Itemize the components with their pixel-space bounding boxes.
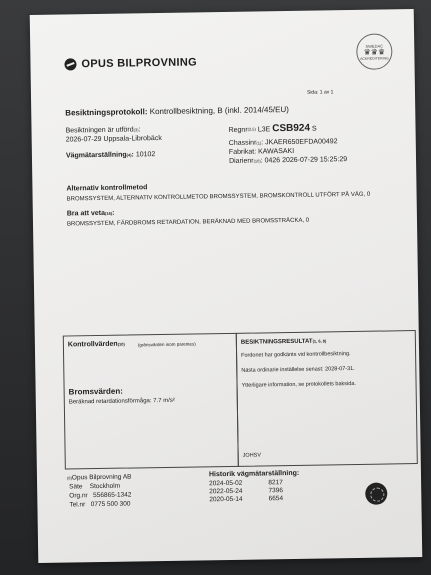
- company-name-text: Opus Bilprovning AB: [71, 473, 132, 482]
- history-date: 2024-05-02: [209, 479, 243, 488]
- org-value: 556865-1342: [93, 491, 132, 500]
- regnr-row: Regnr$^{(2,5)}$ L3E CSB924 S: [228, 122, 317, 135]
- history-value: 8217: [268, 479, 283, 487]
- seal-top-text: SWEDAC: [365, 43, 384, 49]
- company-name: $^{(8)}$Opus Bilprovning AB: [66, 473, 132, 482]
- result-title-label: BESIKTNINGSRESULTAT: [240, 338, 313, 346]
- odometer-label: Vägmätarställning: [65, 151, 127, 160]
- page-total: 1: [330, 89, 334, 96]
- good-to-know-label: Bra att veta: [66, 209, 106, 218]
- swedac-seal: [356, 33, 393, 70]
- opus-logo-icon: [64, 58, 76, 70]
- performed-label-text: Besiktningen är utförd: [65, 126, 134, 135]
- alt-method-title: Alternativ kontrollmetod: [66, 184, 148, 193]
- result-title: BESIKTNINGSRESULTAT$^{(1, 6, 8)}$: [240, 338, 327, 346]
- odometer-value: 10102: [135, 151, 156, 159]
- page-indicator: [307, 88, 334, 96]
- brake-values-title: Bromsvärden:: [68, 386, 123, 397]
- history-value: 6654: [268, 495, 284, 503]
- control-values-note: (gränsvärden inom parentes): [137, 341, 196, 348]
- seat-label: Säte: [69, 483, 83, 491]
- regnr-label: Regnr: [228, 126, 248, 134]
- page-label: Sida:: [306, 89, 319, 96]
- protocol-subtitle: Kontrollbesiktning, B (inkl. 2014/45/EU): [149, 104, 289, 117]
- diary-row: Diarienr$^{(10)}$: 0426 2026-07-29 15:25:29: [228, 156, 348, 165]
- history-date: 2022-05-24: [209, 487, 243, 496]
- signature: JOHSV: [242, 452, 262, 459]
- chassis-value: JKAER650EFDA00492: [265, 138, 338, 147]
- certification-mark-icon: [365, 482, 387, 504]
- page-of: av: [323, 89, 330, 96]
- good-to-know-title: Bra att veta$^{(16)}$:: [66, 209, 115, 218]
- history-date: 2020-05-14: [209, 495, 243, 504]
- odometer: Vägmätarställning$^{(4)}$: 10102: [65, 151, 156, 160]
- result-line-3: Ytterligare information, se protokollets baksida.: [241, 380, 356, 389]
- control-values-box: [63, 333, 239, 470]
- control-values-title: Kontrollvärden$^{(10)}$: [67, 340, 125, 349]
- regnr-value: CSB924: [272, 122, 311, 135]
- history-list: [209, 479, 283, 504]
- result-box: [236, 330, 418, 467]
- performed-value: 2026-07-29 Uppsala-Librobäck: [65, 134, 162, 144]
- alt-method-text: BROMSSYSTEM, ALTERNATIV KONTROLLMETOD BROMSSYSTEM, BROMSKONTROLL UTFÖRT PÅ VÄG, 0: [66, 191, 371, 203]
- inspection-protocol-paper: [30, 9, 423, 563]
- diary-value: 0426 2026-07-29 15:25:29: [264, 156, 348, 165]
- control-values-label: Kontrollvärden: [67, 340, 118, 349]
- brake-values-text: Beräknad retardationsförmåga: 7.7 m/s²: [68, 397, 175, 406]
- brand-logo: [64, 56, 197, 70]
- history-title: Historik vägmätarställning:: [208, 469, 300, 479]
- company-tel: [69, 501, 130, 510]
- seal-bottom-text: ACKREDITERING: [360, 55, 389, 61]
- make-row: Fabrikat: KAWASAKI: [228, 147, 295, 156]
- diary-label: Diarienr: [228, 157, 254, 165]
- history-row: [209, 495, 283, 504]
- make-label: Fabrikat: [228, 148, 255, 156]
- tel-label: Tel.nr: [69, 501, 86, 509]
- protocol-heading: [65, 106, 289, 118]
- brand-name: OPUS BILPROVNING: [81, 56, 198, 71]
- chassis-label: Chassinr: [228, 139, 257, 147]
- company-seat: [69, 483, 120, 492]
- performed-label: Besiktningen är utförd$^{(3)}$:: [65, 126, 141, 135]
- protocol-title: Besiktningsprotokoll:: [65, 107, 148, 118]
- good-to-know-text: BROMSSYSTEM, FÄRDBROMS RETARDATION, BERÄKNAD MED BROMSSTRÄCKA, 0: [66, 217, 310, 228]
- seat-value: Stockholm: [89, 482, 121, 491]
- regnr-suffix: S: [311, 125, 317, 133]
- result-line-2: Nästa ordinarie inställelse senast: 2028-07-31.: [241, 365, 355, 374]
- three-crowns-icon: ♛♛♛: [363, 46, 386, 57]
- chassis-row: Chassinr$^{(1)}$: JKAER650EFDA00492: [228, 138, 338, 147]
- tel-value: 0775 500 300: [90, 500, 131, 509]
- page-number: 1: [319, 89, 323, 96]
- make-value: KAWASAKI: [258, 147, 295, 156]
- result-line-1: Fordonet har godkänts vid kontrollbesiktning.: [241, 351, 351, 359]
- org-label: Org.nr: [69, 492, 88, 500]
- company-org: [69, 492, 131, 501]
- regnr-prefix: L3E: [257, 126, 271, 134]
- history-value: 7396: [268, 487, 283, 495]
